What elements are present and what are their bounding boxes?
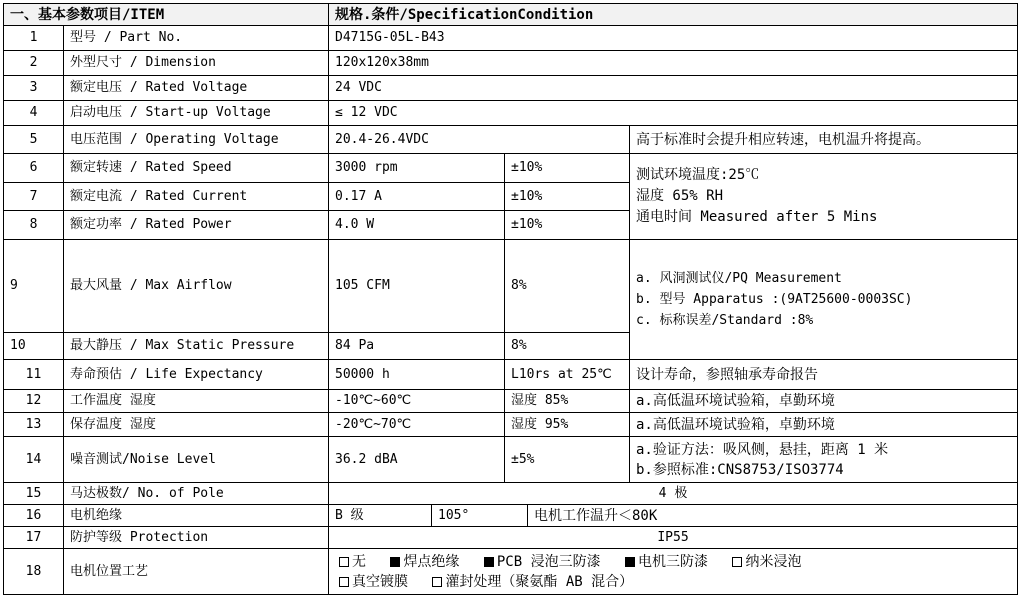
row-number: 16 bbox=[3, 504, 64, 527]
spec-tolerance: ±10% bbox=[504, 210, 630, 240]
item-name: 额定转速 / Rated Speed bbox=[63, 153, 329, 183]
checkbox-icon[interactable] bbox=[339, 557, 349, 567]
spec-tolerance: 8% bbox=[504, 332, 630, 360]
process-option[interactable]: PCB 浸泡三防漆 bbox=[484, 552, 601, 572]
row-number: 15 bbox=[3, 482, 64, 505]
item-name: 最大静压 / Max Static Pressure bbox=[63, 332, 329, 360]
process-option[interactable]: 电机三防漆 bbox=[625, 552, 708, 572]
process-option[interactable]: 灌封处理（聚氨酯 AB 混合） bbox=[432, 572, 633, 592]
motor-temp-rise: 电机工作温升＜80K bbox=[527, 504, 1018, 527]
checkbox-icon[interactable] bbox=[732, 557, 742, 567]
spec-value: 105 CFM bbox=[328, 239, 505, 333]
airflow-measurement-note bbox=[629, 239, 1018, 360]
row-number: 8 bbox=[3, 210, 64, 240]
checkbox-icon[interactable] bbox=[339, 577, 349, 587]
checkbox-icon[interactable] bbox=[625, 557, 635, 567]
spec-value: 120x120x38mm bbox=[328, 50, 1018, 76]
item-name: 额定电流 / Rated Current bbox=[63, 182, 329, 211]
test-env-humidity: 湿度 65% RH bbox=[636, 188, 724, 204]
process-line-1 bbox=[339, 552, 817, 572]
row-number: 6 bbox=[3, 153, 64, 183]
row-number: 10 bbox=[3, 332, 64, 360]
spec-value: 20.4-26.4VDC bbox=[328, 125, 630, 154]
spec-value: -20℃~70℃ bbox=[328, 412, 505, 437]
test-env-time: 通电时间 Measured after 5 Mins bbox=[636, 209, 878, 225]
item-name: 保存温度 湿度 bbox=[63, 412, 329, 437]
process-option[interactable]: 纳米浸泡 bbox=[732, 552, 801, 572]
header-spec bbox=[328, 3, 1018, 26]
spec-note: 高于标准时会提升相应转速，电机温升将提高。 bbox=[629, 125, 1018, 154]
row-number: 5 bbox=[3, 125, 64, 154]
spec-tolerance: ±10% bbox=[504, 153, 630, 183]
item-name: 防护等级 Protection bbox=[63, 526, 329, 549]
insulation-class: B 级 bbox=[328, 504, 432, 527]
spec-tolerance: L10rs at 25℃ bbox=[504, 359, 630, 390]
row-number: 12 bbox=[3, 389, 64, 413]
spec-tolerance: ±10% bbox=[504, 182, 630, 211]
process-line-2 bbox=[339, 572, 649, 592]
spec-value: 3000 rpm bbox=[328, 153, 505, 183]
noise-test-note bbox=[629, 436, 1018, 483]
item-name: 外型尺寸 / Dimension bbox=[63, 50, 329, 76]
spec-value: 50000 h bbox=[328, 359, 505, 390]
item-name: 最大风量 / Max Airflow bbox=[63, 239, 329, 333]
airflow-note-b: b. 型号 Apparatus :(9AT25600-0003SC) bbox=[636, 292, 913, 307]
item-name: 型号 / Part No. bbox=[63, 25, 329, 51]
spec-value: 24 VDC bbox=[328, 75, 1018, 101]
spec-value: ≤ 12 VDC bbox=[328, 100, 1018, 126]
checkbox-icon[interactable] bbox=[390, 557, 400, 567]
test-environment-note bbox=[629, 153, 1018, 240]
process-option[interactable]: 真空镀膜 bbox=[339, 572, 408, 592]
row-number: 14 bbox=[3, 436, 64, 483]
spec-value: 36.2 dBA bbox=[328, 436, 505, 483]
spec-note: a.高低温环境试验箱，卓勤环境 bbox=[629, 412, 1018, 437]
item-name: 寿命预估 / Life Expectancy bbox=[63, 359, 329, 390]
spec-value: -10℃~60℃ bbox=[328, 389, 505, 413]
item-name: 额定功率 / Rated Power bbox=[63, 210, 329, 240]
process-option[interactable]: 焊点绝缘 bbox=[390, 552, 459, 572]
airflow-note-a: a. 风洞测试仪/PQ Measurement bbox=[636, 271, 842, 286]
checkbox-icon[interactable] bbox=[432, 577, 442, 587]
row-number: 11 bbox=[3, 359, 64, 390]
motor-process-options bbox=[328, 548, 1018, 595]
header-spec-text: 规格.条件/SpecificationCondition bbox=[335, 6, 594, 23]
spec-value: 0.17 A bbox=[328, 182, 505, 211]
row-number: 9 bbox=[3, 239, 64, 333]
row-number: 17 bbox=[3, 526, 64, 549]
item-name: 马达极数/ No. of Pole bbox=[63, 482, 329, 505]
test-env-temp: 测试环境温度:25℃ bbox=[636, 167, 760, 183]
checkbox-icon[interactable] bbox=[484, 557, 494, 567]
spec-value: 4 极 bbox=[328, 482, 1018, 505]
header-item bbox=[3, 3, 329, 26]
row-number: 18 bbox=[3, 548, 64, 595]
process-option[interactable]: 无 bbox=[339, 552, 366, 572]
item-name: 启动电压 / Start-up Voltage bbox=[63, 100, 329, 126]
row-number: 7 bbox=[3, 182, 64, 211]
item-name: 额定电压 / Rated Voltage bbox=[63, 75, 329, 101]
row-number: 13 bbox=[3, 412, 64, 437]
item-name: 电压范围 / Operating Voltage bbox=[63, 125, 329, 154]
spec-value: 4.0 W bbox=[328, 210, 505, 240]
spec-table bbox=[3, 3, 1018, 595]
item-name: 噪音测试/Noise Level bbox=[63, 436, 329, 483]
spec-note: a.高低温环境试验箱，卓勤环境 bbox=[629, 389, 1018, 413]
item-name: 电机位置工艺 bbox=[63, 548, 329, 595]
spec-tolerance: 湿度 85% bbox=[504, 389, 630, 413]
item-name: 工作温度 湿度 bbox=[63, 389, 329, 413]
spec-tolerance: 8% bbox=[504, 239, 630, 333]
airflow-note-c: c. 标称误差/Standard :8% bbox=[636, 313, 814, 328]
noise-note-b: b.参照标准:CNS8753/ISO3774 bbox=[636, 461, 844, 478]
item-name: 电机绝缘 bbox=[63, 504, 329, 527]
spec-note: 设计寿命，参照轴承寿命报告 bbox=[629, 359, 1018, 390]
spec-tolerance: 湿度 95% bbox=[504, 412, 630, 437]
spec-value: D4715G-05L-B43 bbox=[328, 25, 1018, 51]
row-number: 4 bbox=[3, 100, 64, 126]
header-item-text: 一、基本参数项目/ITEM bbox=[10, 6, 165, 23]
row-number: 1 bbox=[3, 25, 64, 51]
row-number: 2 bbox=[3, 50, 64, 76]
spec-value: IP55 bbox=[328, 526, 1018, 549]
noise-note-a: a.验证方法：吸风侧，悬挂，距离 1 米 bbox=[636, 441, 889, 458]
spec-value: 84 Pa bbox=[328, 332, 505, 360]
row-number: 3 bbox=[3, 75, 64, 101]
insulation-temp: 105° bbox=[431, 504, 528, 527]
spec-tolerance: ±5% bbox=[504, 436, 630, 483]
